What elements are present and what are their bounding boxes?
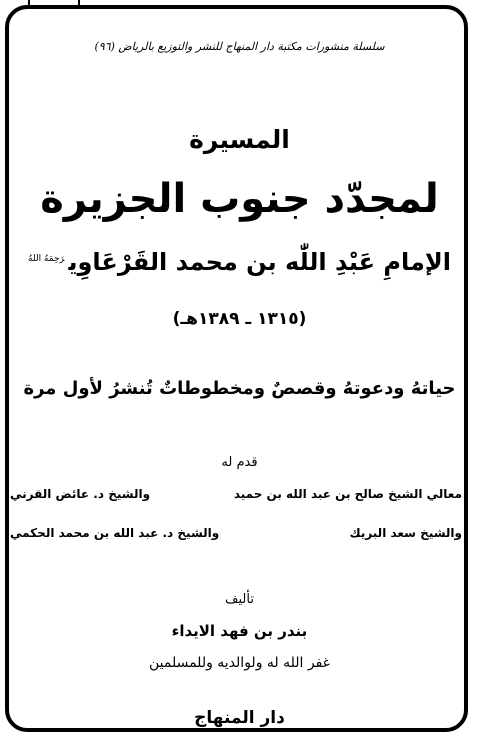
- presenter-4: والشيخ د. عبد الله بن محمد الحكمي: [10, 526, 220, 540]
- author-name: بندر بن فهد الايداء: [171, 622, 308, 640]
- subtitle-line: حياتهُ ودعوتهُ وقصصٌ ومخطوطاتٌ تُنشرُ لأول مرة: [23, 378, 456, 399]
- presenters-row-1: [10, 487, 462, 501]
- title-line-2: لمجدّد جنوب الجزيرة: [40, 176, 439, 222]
- presenter-2: والشيخ د. عائض القرني: [10, 487, 151, 501]
- dates-line: (١٣١٥ ـ ١٣٨٩هـ): [172, 309, 307, 329]
- honorific-mark: رَحِمَهُ اللهُ: [28, 254, 65, 264]
- prayer-line: غفر الله له ولوالديه وللمسلمين: [148, 655, 330, 671]
- publisher-name: دار المنهاج: [194, 708, 285, 728]
- presenter-3: والشيخ سعد البريك: [349, 526, 462, 540]
- introduced-by-label: قدم له: [221, 455, 258, 470]
- presenters-row-2: [10, 526, 462, 540]
- series-line: سلسلة منشورات مكتبة دار المنهاج للنشر والتوزيع بالرياض (٩٦): [94, 40, 385, 53]
- title-line-1: المسيرة: [189, 125, 290, 154]
- imam-name-line: [0, 248, 479, 276]
- imam-name: الإمامِ عَبْدِ اللّٰه بن محمد القَرْعَاوِي: [68, 248, 451, 276]
- authorship-label: تأليف: [225, 592, 254, 607]
- presenter-1: معالي الشيخ صالح بن عبد الله بن حميد: [233, 487, 462, 501]
